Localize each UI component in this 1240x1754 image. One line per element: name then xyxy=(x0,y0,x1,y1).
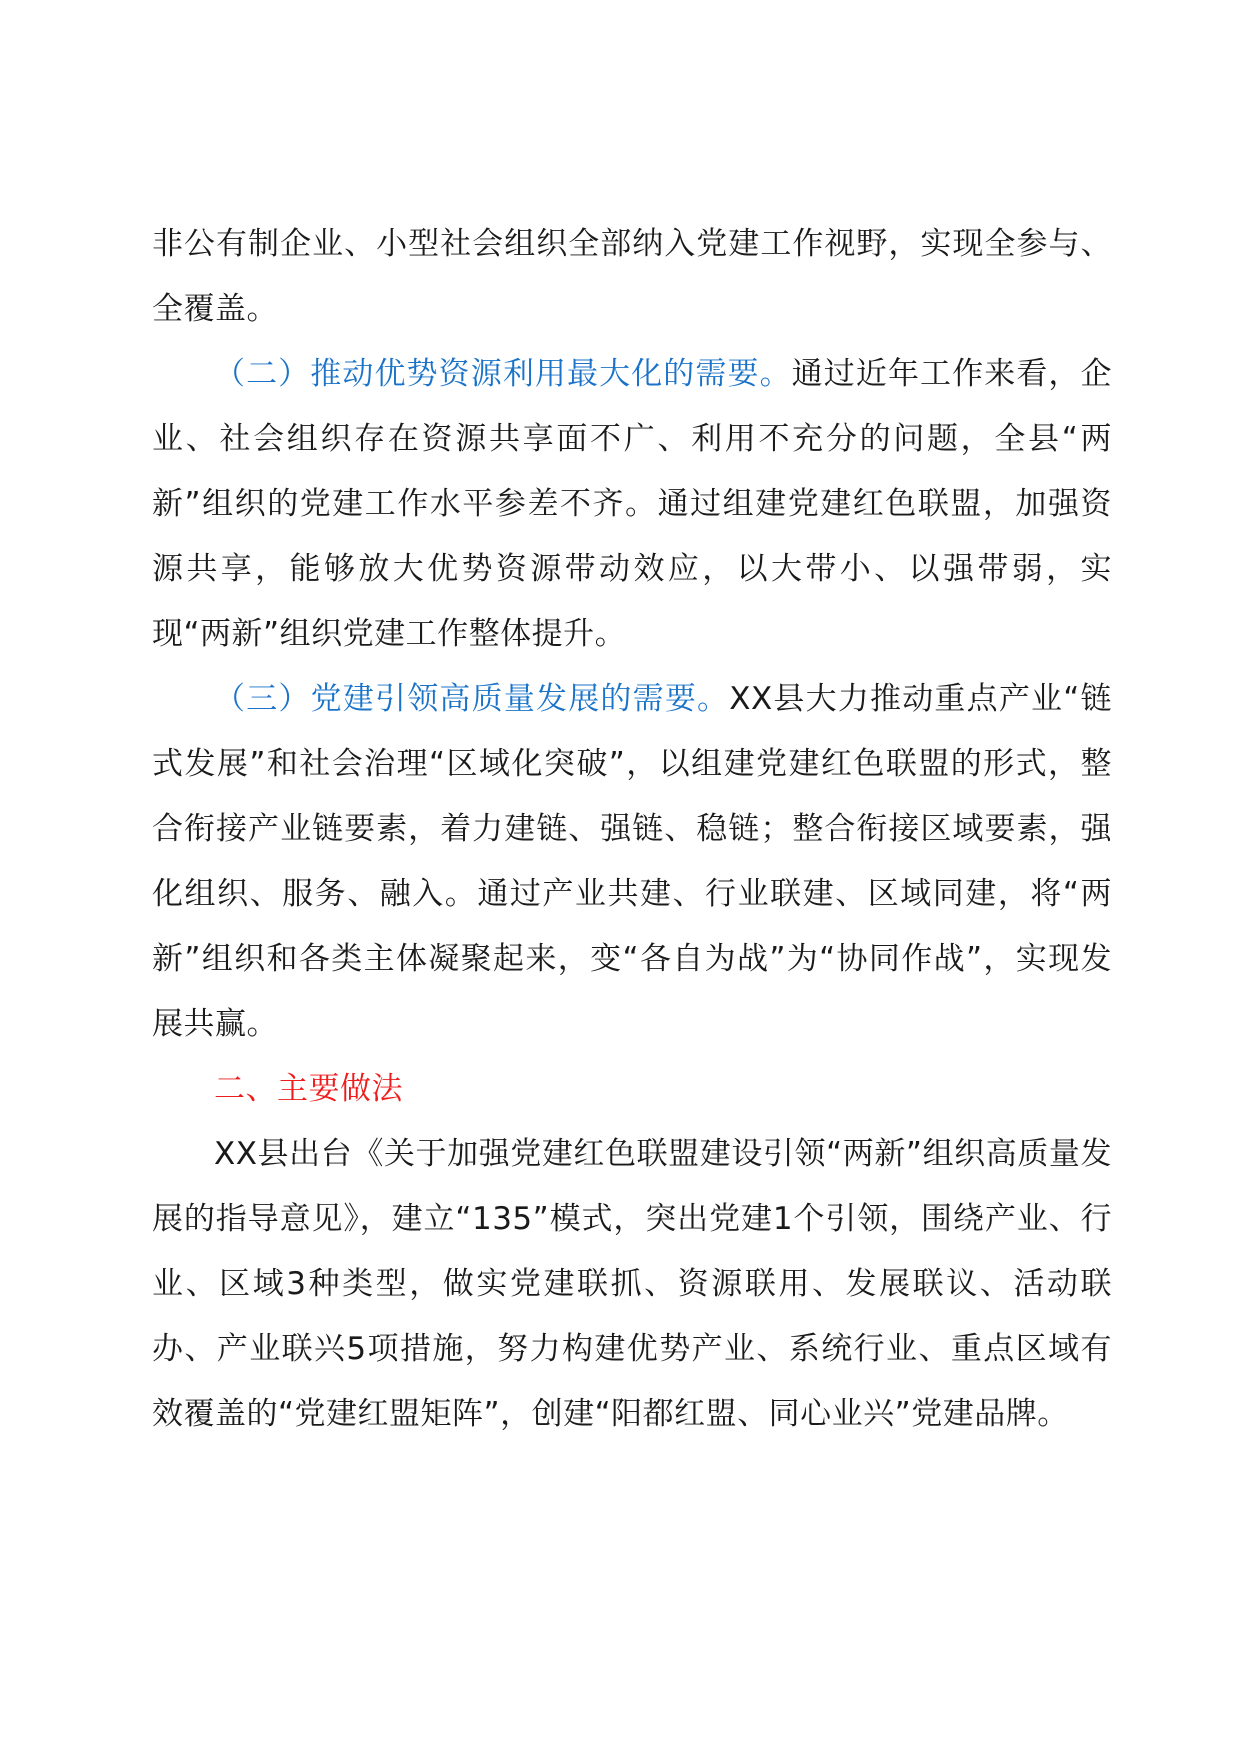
subheading-high-quality-development: （三）党建引领高质量发展的需要。 xyxy=(214,681,730,717)
paragraph-text: XX县出台《关于加强党建红色联盟建设引领“两新”组织高质量发展的指导意见》，建立“135”模式，突出党建1个引领，围绕产业、行业、区域3种类型，做实党建联抓、资源联用、发展联议、活动联办、产业联兴5项措施，努力构建优势产业、系统行业、重点区域有效覆盖的“党建红盟矩阵”，创建“阳都红盟、同心业兴”党建品牌。 xyxy=(152,1136,1112,1432)
paragraph-text: XX县大力推动重点产业“链式发展”和社会治理“区域化突破”，以组建党建红色联盟的形式，整合衔接产业链要素，着力建链、强链、稳链；整合衔接区域要素，强化组织、服务、融入。通过产业共建、行业联建、区域同建，将“两新”组织和各类主体凝聚起来，变“各自为战”为“协同作战”，实现发展共赢。 xyxy=(152,681,1112,1042)
document-page xyxy=(152,212,1112,1447)
paragraph-text: 非公有制企业、小型社会组织全部纳入党建工作视野，实现全参与、全覆盖。 xyxy=(152,226,1112,327)
paragraph-continuation xyxy=(152,212,1112,342)
paragraph-resource-utilization xyxy=(152,342,1112,667)
paragraph-text: 通过近年工作来看，企业、社会组织存在资源共享面不广、利用不充分的问题，全县“两新”组织的党建工作水平参差不齐。通过组建党建红色联盟，加强资源共享，能够放大优势资源带动效应，以大带小、以强带弱，实现“两新”组织党建工作整体提升。 xyxy=(152,356,1113,652)
paragraph-main-practices xyxy=(152,1122,1112,1447)
paragraph-high-quality-development xyxy=(152,667,1112,1057)
section-heading-main-practices xyxy=(152,1057,1112,1122)
section-heading-text: 二、主要做法 xyxy=(214,1071,403,1107)
subheading-resource-utilization: （二）推动优势资源利用最大化的需要。 xyxy=(214,356,792,392)
